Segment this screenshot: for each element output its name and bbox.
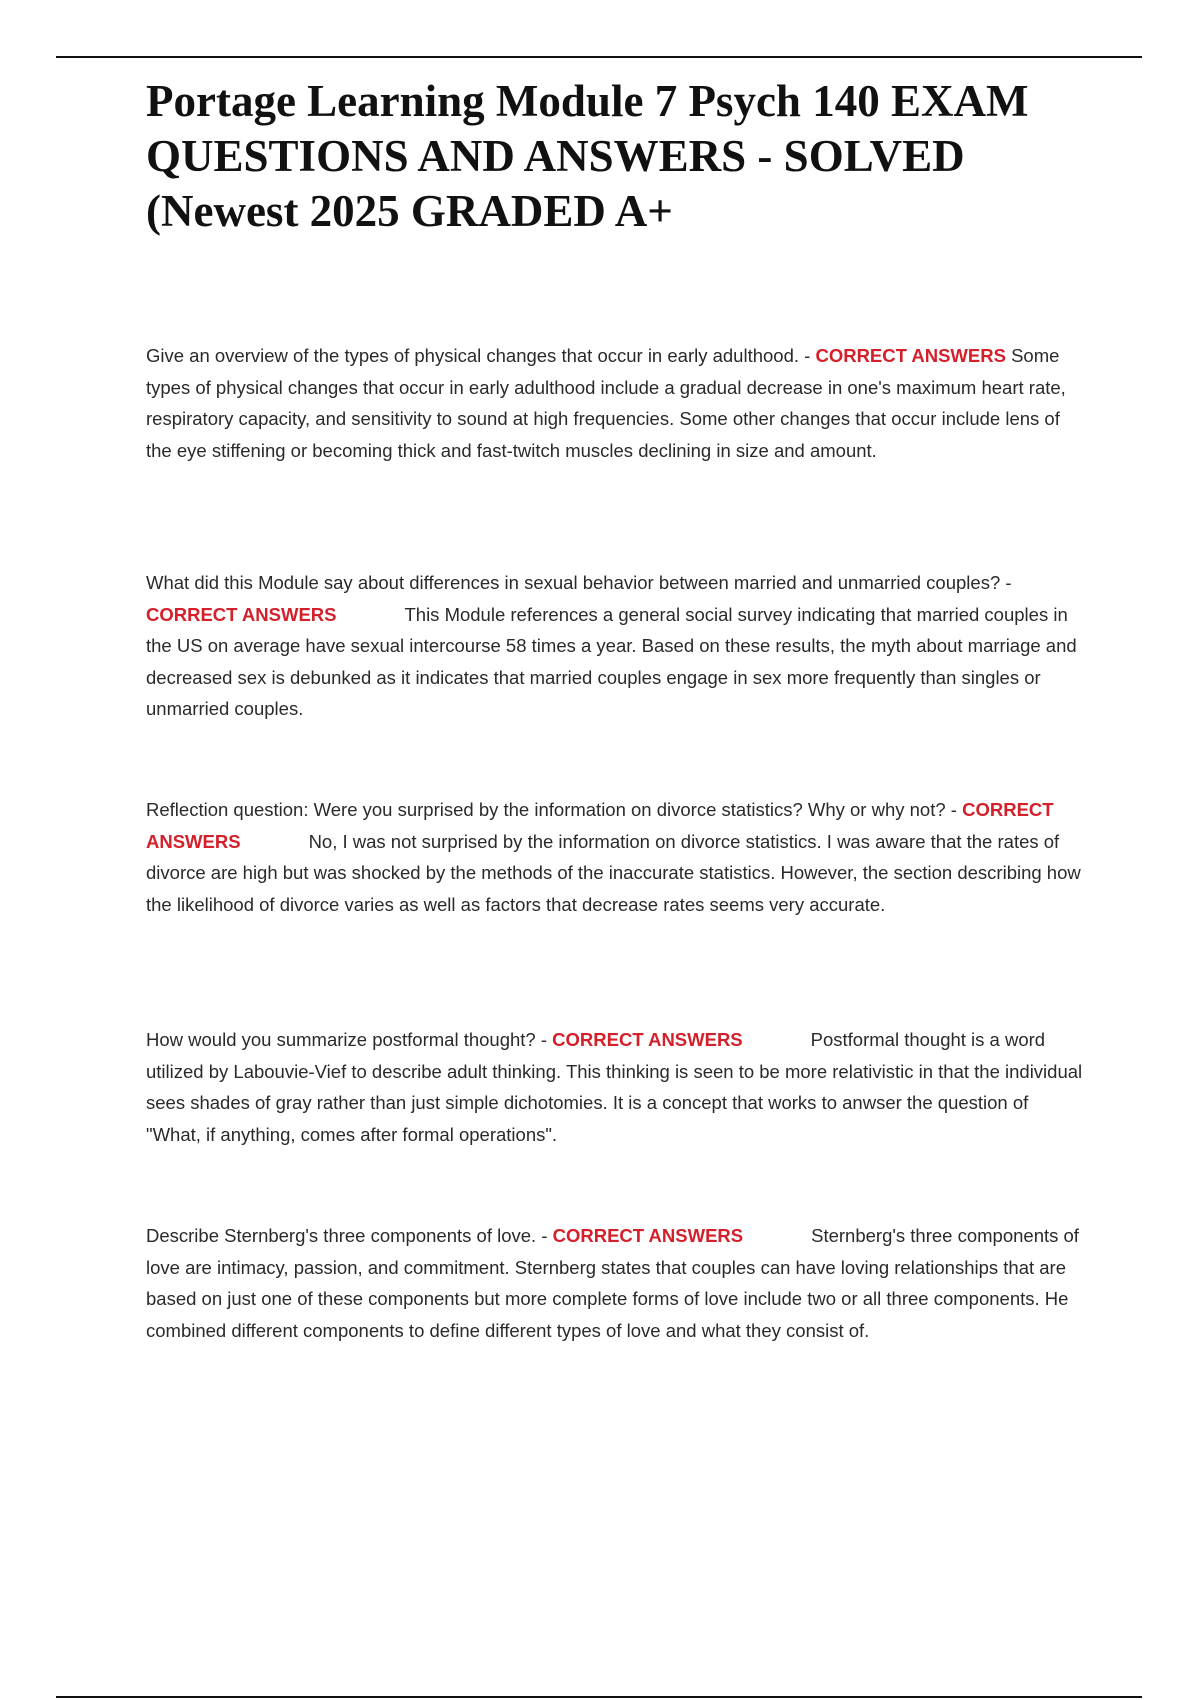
qa-item-2: [146, 567, 1086, 725]
answer-text: Sternberg's three components of love are intimacy, passion, and commitment. Sternberg states that couples can have loving relationships that are based on just one of these components but more complete forms of love include two or all three components. He combined different components to define different types of love and what they consist of.: [146, 1225, 1079, 1341]
qa-item-4: [146, 1024, 1086, 1150]
qa-item-3: [146, 794, 1086, 920]
question-text: How would you summarize postformal thought? -: [146, 1029, 553, 1050]
answer-text: Some types of physical changes that occur in early adulthood include a gradual decrease in one's maximum heart rate, respiratory capacity, and sensitivity to sound at high frequencies. Some other changes that occur include lens of the eye stiffening or becoming thick and fast-twitch muscles declining in size and amount.: [146, 345, 1066, 461]
document-title: Portage Learning Module 7 Psych 140 EXAM QUESTIONS AND ANSWERS - SOLVED (Newest 2025 GRADED A+: [146, 76, 1029, 236]
correct-answers-label: CORRECT ANSWERS: [815, 345, 1006, 366]
bottom-rule: [56, 1696, 1142, 1698]
qa-item-1: [146, 340, 1086, 466]
question-text: Give an overview of the types of physical changes that occur in early adulthood. -: [146, 345, 816, 366]
question-text: What did this Module say about differences in sexual behavior between married and unmarried couples? -: [146, 572, 1012, 593]
correct-answers-label: CORRECT ANSWERS: [146, 799, 1054, 852]
correct-answers-label: CORRECT ANSWERS: [146, 603, 337, 625]
answer-text: No, I was not surprised by the information on divorce statistics. I was aware that the rates of divorce are high but was shocked by the methods of the inaccurate statistics. However, the section describing how the likelihood of divorce varies as well as factors that decrease rates seems very accurate.: [146, 830, 1081, 915]
answer-text: Postformal thought is a word utilized by Labouvie-Vief to describe adult thinking. This thinking is seen to be more relativistic in that the individual sees shades of gray rather than just simple dichotomies. It is a concept that works to anwser the question of "What, if anything, comes after formal operations".: [146, 1029, 1083, 1145]
answer-text: This Module references a general social survey indicating that married couples in the US on average have sexual intercourse 58 times a year. Based on these results, the myth about marriage and decreased sex is debunked as it indicates that married couples engage in sex more frequently than singles or unmarried couples.: [146, 603, 1077, 719]
qa-item-5: [146, 1220, 1086, 1346]
question-text: Reflection question: Were you surprised by the information on divorce statistics? Why or why not? -: [146, 799, 963, 820]
question-text: Describe Sternberg's three components of love. -: [146, 1225, 553, 1246]
top-rule: [56, 56, 1142, 58]
correct-answers-label: CORRECT ANSWERS: [552, 1029, 743, 1050]
correct-answers-label: CORRECT ANSWERS: [552, 1225, 744, 1246]
